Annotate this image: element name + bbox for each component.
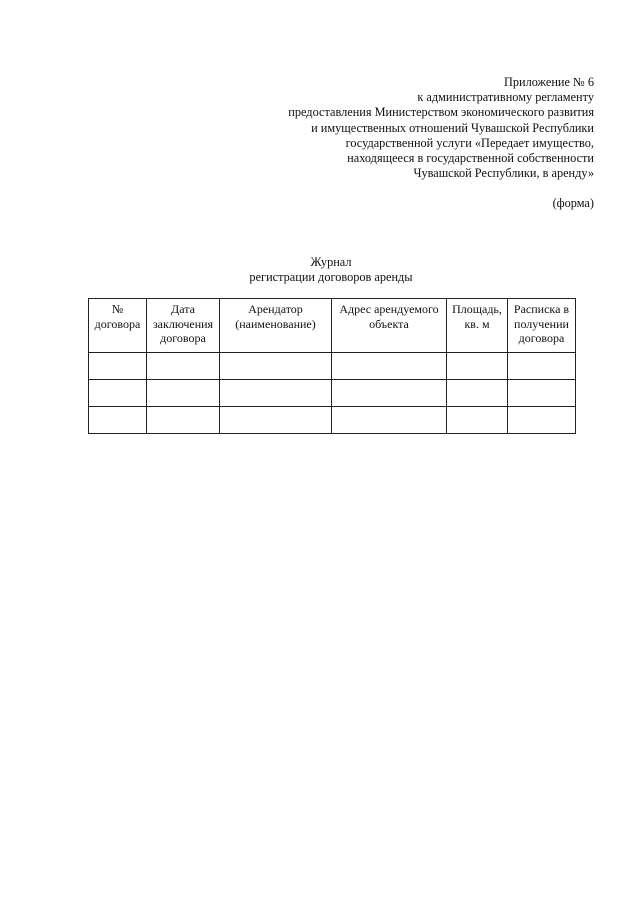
journal-title [0,255,640,285]
appendix-header-line: государственной услуги «Передает имущество, [345,135,594,150]
header-text: Расписка в [513,302,570,316]
column-header-receipt [508,299,576,353]
header-text: Дата [171,302,195,316]
table-cell [332,380,447,407]
appendix-header-line: Приложение № 6 [503,75,594,89]
journal-title-line1: Журнал [310,255,352,269]
header-text: объекта [369,316,409,331]
column-header-tenant [220,299,332,353]
table-cell [447,407,508,434]
appendix-header [234,75,594,181]
header-text: Площадь, [452,302,502,316]
form-note: (форма) [552,196,594,210]
table-cell [220,407,332,434]
table-cell [147,407,220,434]
header-text: (наименование) [235,316,316,331]
journal-title-line2: регистрации договоров аренды [249,270,413,285]
header-text: Арендатор [248,302,303,316]
table-cell [508,407,576,434]
table-cell [332,407,447,434]
header-text: № [111,302,124,316]
column-header-area [447,299,508,353]
header-text: договора [94,316,141,331]
table-cell [220,380,332,407]
appendix-header-line: и имущественных отношений Чувашской Республики [311,120,594,135]
table-header-row [89,299,576,353]
table-cell [220,353,332,380]
appendix-header-line: к административному регламенту [417,90,594,105]
header-text: заключения [152,316,214,331]
table-row [89,407,576,434]
table-cell [508,353,576,380]
appendix-header-line: находящееся в государственной собственности [347,151,594,166]
register-table [88,298,576,434]
appendix-header-line: Чувашской Республики, в аренду» [413,166,594,181]
table-cell [89,353,147,380]
table-cell [447,380,508,407]
column-header-contract-date [147,299,220,353]
table-row [89,380,576,407]
table-row [89,353,576,380]
header-text: договора [160,331,206,346]
table-cell [89,407,147,434]
header-text: кв. м [464,316,490,331]
table-cell [147,380,220,407]
header-text: Адрес арендуемого [339,302,439,316]
column-header-contract-number [89,299,147,353]
appendix-header-line: предоставления Министерством экономического развития [288,105,594,120]
table-cell [89,380,147,407]
table-cell [447,353,508,380]
table-cell [147,353,220,380]
table-cell [508,380,576,407]
column-header-address [332,299,447,353]
table-cell [332,353,447,380]
header-text: получении [514,316,569,331]
header-text: договора [518,331,565,346]
